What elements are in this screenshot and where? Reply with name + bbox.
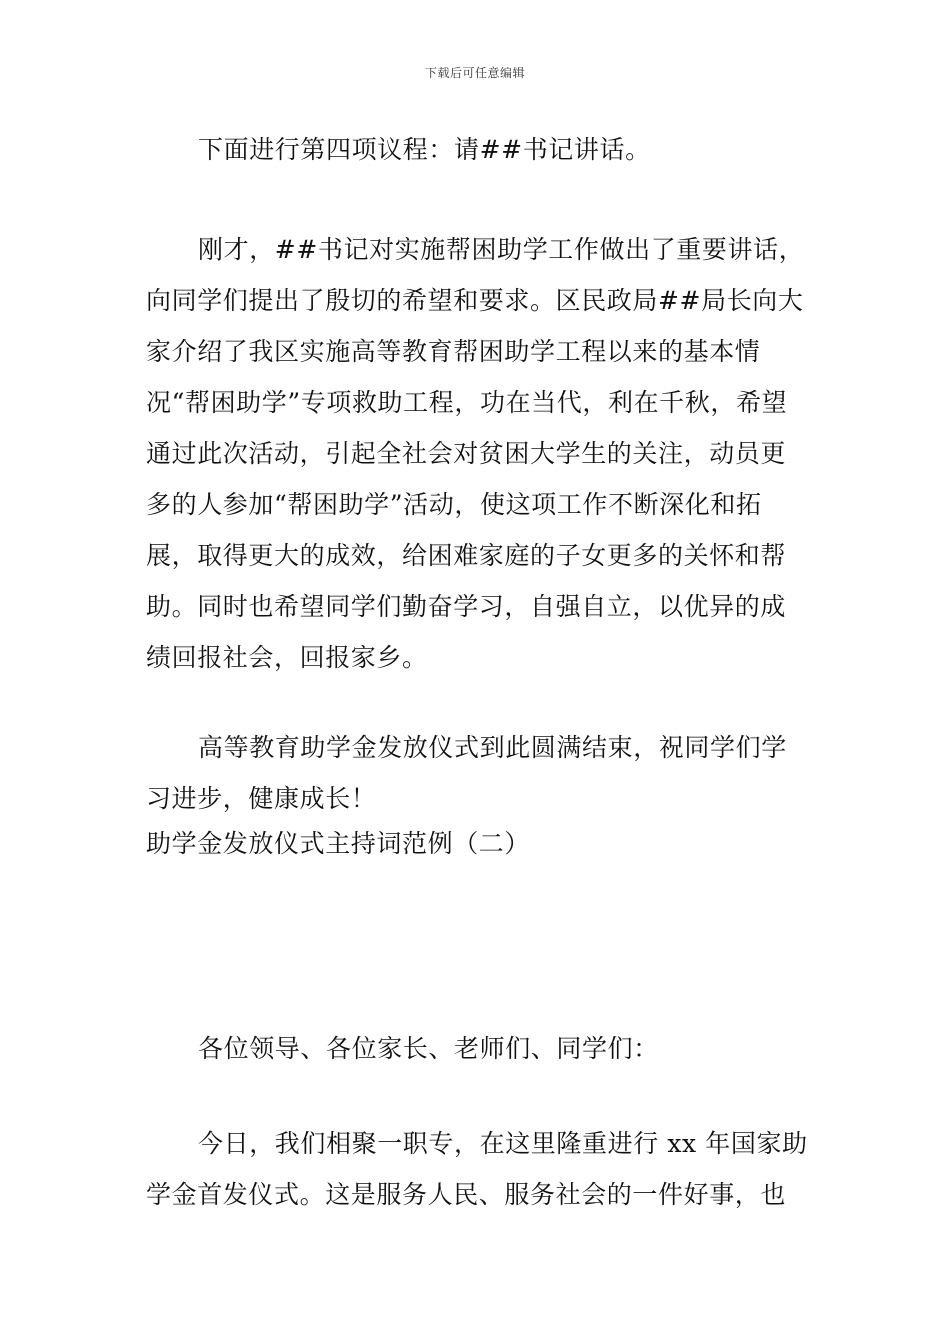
paragraph-greeting: 各位领导、各位家长、老师们、同学们：: [198, 1034, 659, 1063]
paragraph-agenda: 下面进行第四项议程：请##书记讲话。: [198, 135, 651, 164]
paragraph-opening: 今日，我们相聚一职专，在这里隆重进行 xx 年国家助学金首发仪式。这是服务人民、服务社会的一件好事，也: [146, 1129, 808, 1209]
paragraph-speech-summary: 刚才，##书记对实施帮困助学工作做出了重要讲话，向同学们提出了殷切的希望和要求。区民政局##局长向大家介绍了我区实施高等教育帮困助学工程以来的基本情况“帮困助学”专项救助工程，功在当代，利在千秋，希望通过此次活动，引起全社会对贫困大学生的关注，动员更多的人参加“帮困助学”活动，使这项工作不断深化和拓展，取得更大的成效，给困难家庭的子女更多的关怀和帮助。同时也希望同学们勤奋学习，自强自立，以优异的成绩回报社会，回报家乡。: [146, 235, 805, 672]
paragraph-closing: 高等教育助学金发放仪式到此圆满结束，祝同学们学习进步，健康成长！: [146, 733, 787, 813]
header-note: 下载后可任意编辑: [424, 66, 525, 80]
section-heading: 助学金发放仪式主持词范例（二）: [146, 829, 531, 858]
